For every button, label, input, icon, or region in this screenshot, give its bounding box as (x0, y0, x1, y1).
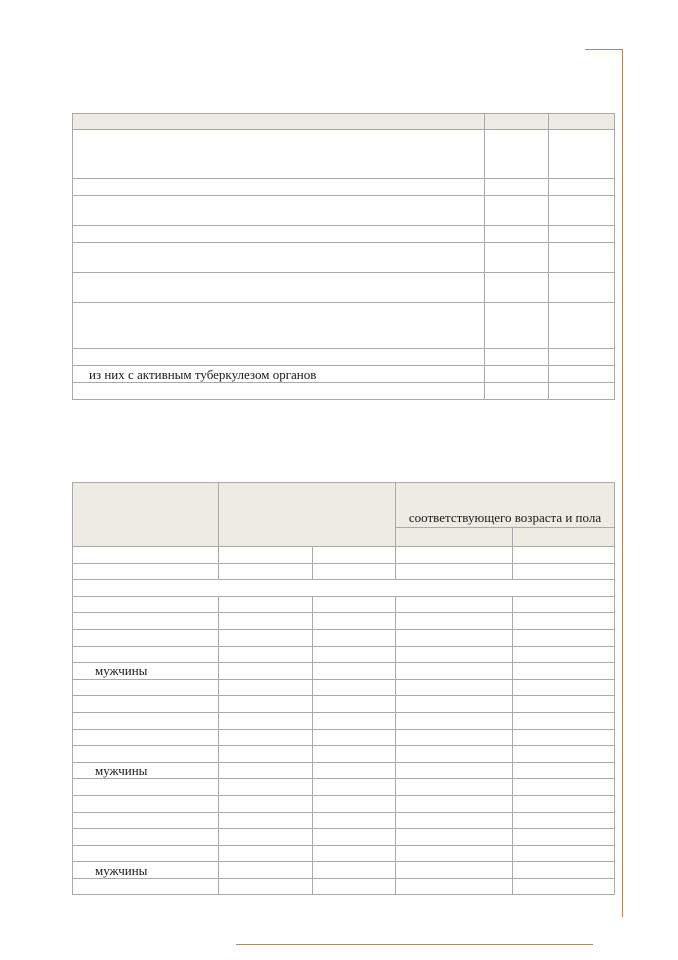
header-cell-group (219, 483, 396, 547)
table-cell (219, 696, 313, 713)
table-cell (313, 547, 396, 564)
table-cell (313, 712, 396, 729)
table-cell (485, 366, 549, 383)
row-label (73, 795, 219, 812)
table-cell (313, 696, 396, 713)
row-label (73, 845, 219, 862)
table-cell (73, 273, 485, 303)
table-cell (549, 383, 615, 400)
header-cell-label-col (73, 483, 219, 547)
table-cell (219, 746, 313, 763)
header-subcell (513, 528, 615, 547)
page-corner-rule (585, 49, 623, 50)
table-cell (396, 613, 513, 630)
table-cell (396, 862, 513, 879)
row-label (73, 729, 219, 746)
row-label (73, 829, 219, 846)
table-row (73, 729, 615, 746)
table-cell (485, 179, 549, 196)
table-cell (513, 679, 615, 696)
row-label: мужчины (73, 862, 219, 879)
table-cell (513, 795, 615, 812)
header-subcell (396, 528, 513, 547)
table-cell (485, 196, 549, 226)
table-cell (513, 845, 615, 862)
table-row (73, 226, 615, 243)
table-cell (219, 712, 313, 729)
table-cell (396, 646, 513, 663)
table-cell (396, 795, 513, 812)
table-cell (313, 646, 396, 663)
table-cell (219, 679, 313, 696)
table-row (73, 366, 615, 383)
table-cell (219, 547, 313, 564)
table-cell (313, 862, 396, 879)
table-cell (513, 712, 615, 729)
row-label (73, 712, 219, 729)
table-cell: из них с активным туберкулезом органов (73, 366, 485, 383)
table-cell (396, 563, 513, 580)
table-row (73, 349, 615, 366)
table-cell (396, 712, 513, 729)
table-cell (73, 349, 485, 366)
table-cell (73, 196, 485, 226)
table-cell (313, 629, 396, 646)
table-cell (313, 746, 396, 763)
table-row (73, 273, 615, 303)
row-label (73, 696, 219, 713)
table-cell (313, 829, 396, 846)
upper-table (72, 113, 615, 400)
table-section-row (73, 580, 615, 597)
table-row (73, 878, 615, 895)
table-cell (396, 845, 513, 862)
table-cell (396, 729, 513, 746)
table-cell (513, 746, 615, 763)
table-row (73, 779, 615, 796)
table-cell (73, 114, 485, 130)
table-cell (513, 613, 615, 630)
table-row (73, 130, 615, 179)
table-cell (313, 679, 396, 696)
table-row (73, 243, 615, 273)
table-cell (549, 130, 615, 179)
table-cell (513, 646, 615, 663)
table-cell (313, 762, 396, 779)
table-cell (219, 762, 313, 779)
table-row (73, 862, 615, 879)
table-cell (396, 812, 513, 829)
table-cell (513, 663, 615, 680)
header-cell-population: соответствующего возраста и пола (396, 483, 615, 528)
table-cell (396, 878, 513, 895)
table-cell (219, 845, 313, 862)
table-cell (219, 829, 313, 846)
table-cell (313, 779, 396, 796)
table-cell (485, 226, 549, 243)
table-cell (513, 762, 615, 779)
table-cell (513, 878, 615, 895)
row-label: мужчины (73, 762, 219, 779)
table-cell (396, 762, 513, 779)
row-label (73, 613, 219, 630)
table-cell (219, 878, 313, 895)
table-cell (396, 829, 513, 846)
table-cell (313, 563, 396, 580)
table-cell (513, 779, 615, 796)
table-row (73, 762, 615, 779)
table-cell (313, 663, 396, 680)
table-cell (513, 812, 615, 829)
table-cell (549, 114, 615, 130)
row-label (73, 629, 219, 646)
row-label (73, 596, 219, 613)
table-cell (396, 629, 513, 646)
table-cell (313, 878, 396, 895)
table-cell (549, 303, 615, 349)
table-row (73, 829, 615, 846)
table-row (73, 596, 615, 613)
table-row (73, 795, 615, 812)
table-cell (73, 243, 485, 273)
row-label (73, 812, 219, 829)
table-cell (396, 663, 513, 680)
lower-table (72, 482, 615, 895)
table-row (73, 663, 615, 680)
table-cell (73, 179, 485, 196)
table-cell (485, 349, 549, 366)
table-row (73, 712, 615, 729)
table-cell (485, 273, 549, 303)
table-row (73, 303, 615, 349)
page-margin-rule (622, 49, 623, 917)
table-cell (513, 862, 615, 879)
table-row (73, 114, 615, 130)
table-cell (485, 114, 549, 130)
table-row (73, 580, 615, 597)
table-cell (219, 613, 313, 630)
table-cell (219, 795, 313, 812)
table-cell (313, 845, 396, 862)
row-label (73, 779, 219, 796)
table-row (73, 812, 615, 829)
table-cell (219, 779, 313, 796)
table-cell (549, 366, 615, 383)
table-cell (549, 196, 615, 226)
table-cell (219, 646, 313, 663)
table-cell (73, 383, 485, 400)
row-label (73, 547, 219, 564)
table-cell (313, 795, 396, 812)
table-cell (549, 226, 615, 243)
table-row (73, 629, 615, 646)
table-cell (485, 303, 549, 349)
table-cell (513, 563, 615, 580)
table-cell (219, 663, 313, 680)
table-cell (219, 862, 313, 879)
table-cell (313, 613, 396, 630)
table-cell (513, 829, 615, 846)
table-cell (73, 303, 485, 349)
table-cell (513, 629, 615, 646)
table-cell (549, 179, 615, 196)
table-cell (549, 349, 615, 366)
table-cell (549, 273, 615, 303)
row-label: мужчины (73, 663, 219, 680)
table-cell (313, 596, 396, 613)
table-cell (396, 679, 513, 696)
table-cell (73, 226, 485, 243)
table-cell (485, 383, 549, 400)
table-cell (396, 746, 513, 763)
table-row (73, 696, 615, 713)
table-cell (549, 243, 615, 273)
table-row (73, 196, 615, 226)
row-label (73, 746, 219, 763)
table-cell (219, 596, 313, 613)
table-cell (219, 629, 313, 646)
table-row (73, 746, 615, 763)
row-label (73, 563, 219, 580)
table-row (73, 383, 615, 400)
table-cell (485, 243, 549, 273)
table-cell (396, 696, 513, 713)
footer-rule (236, 944, 593, 945)
table-cell (513, 596, 615, 613)
table-row (73, 646, 615, 663)
table-row (73, 845, 615, 862)
table-cell (313, 812, 396, 829)
row-label (73, 878, 219, 895)
table-row (73, 679, 615, 696)
table-cell (485, 130, 549, 179)
table-cell (513, 729, 615, 746)
table-cell (396, 596, 513, 613)
table-cell (219, 812, 313, 829)
table-cell (396, 547, 513, 564)
table-cell (513, 547, 615, 564)
table-cell (73, 130, 485, 179)
table-row (73, 547, 615, 564)
row-label (73, 679, 219, 696)
table-cell (313, 729, 396, 746)
table-row (73, 613, 615, 630)
table-row (73, 179, 615, 196)
table-cell (396, 779, 513, 796)
table-cell (513, 696, 615, 713)
table-row (73, 563, 615, 580)
table-cell (219, 563, 313, 580)
table-cell (219, 729, 313, 746)
row-label (73, 646, 219, 663)
